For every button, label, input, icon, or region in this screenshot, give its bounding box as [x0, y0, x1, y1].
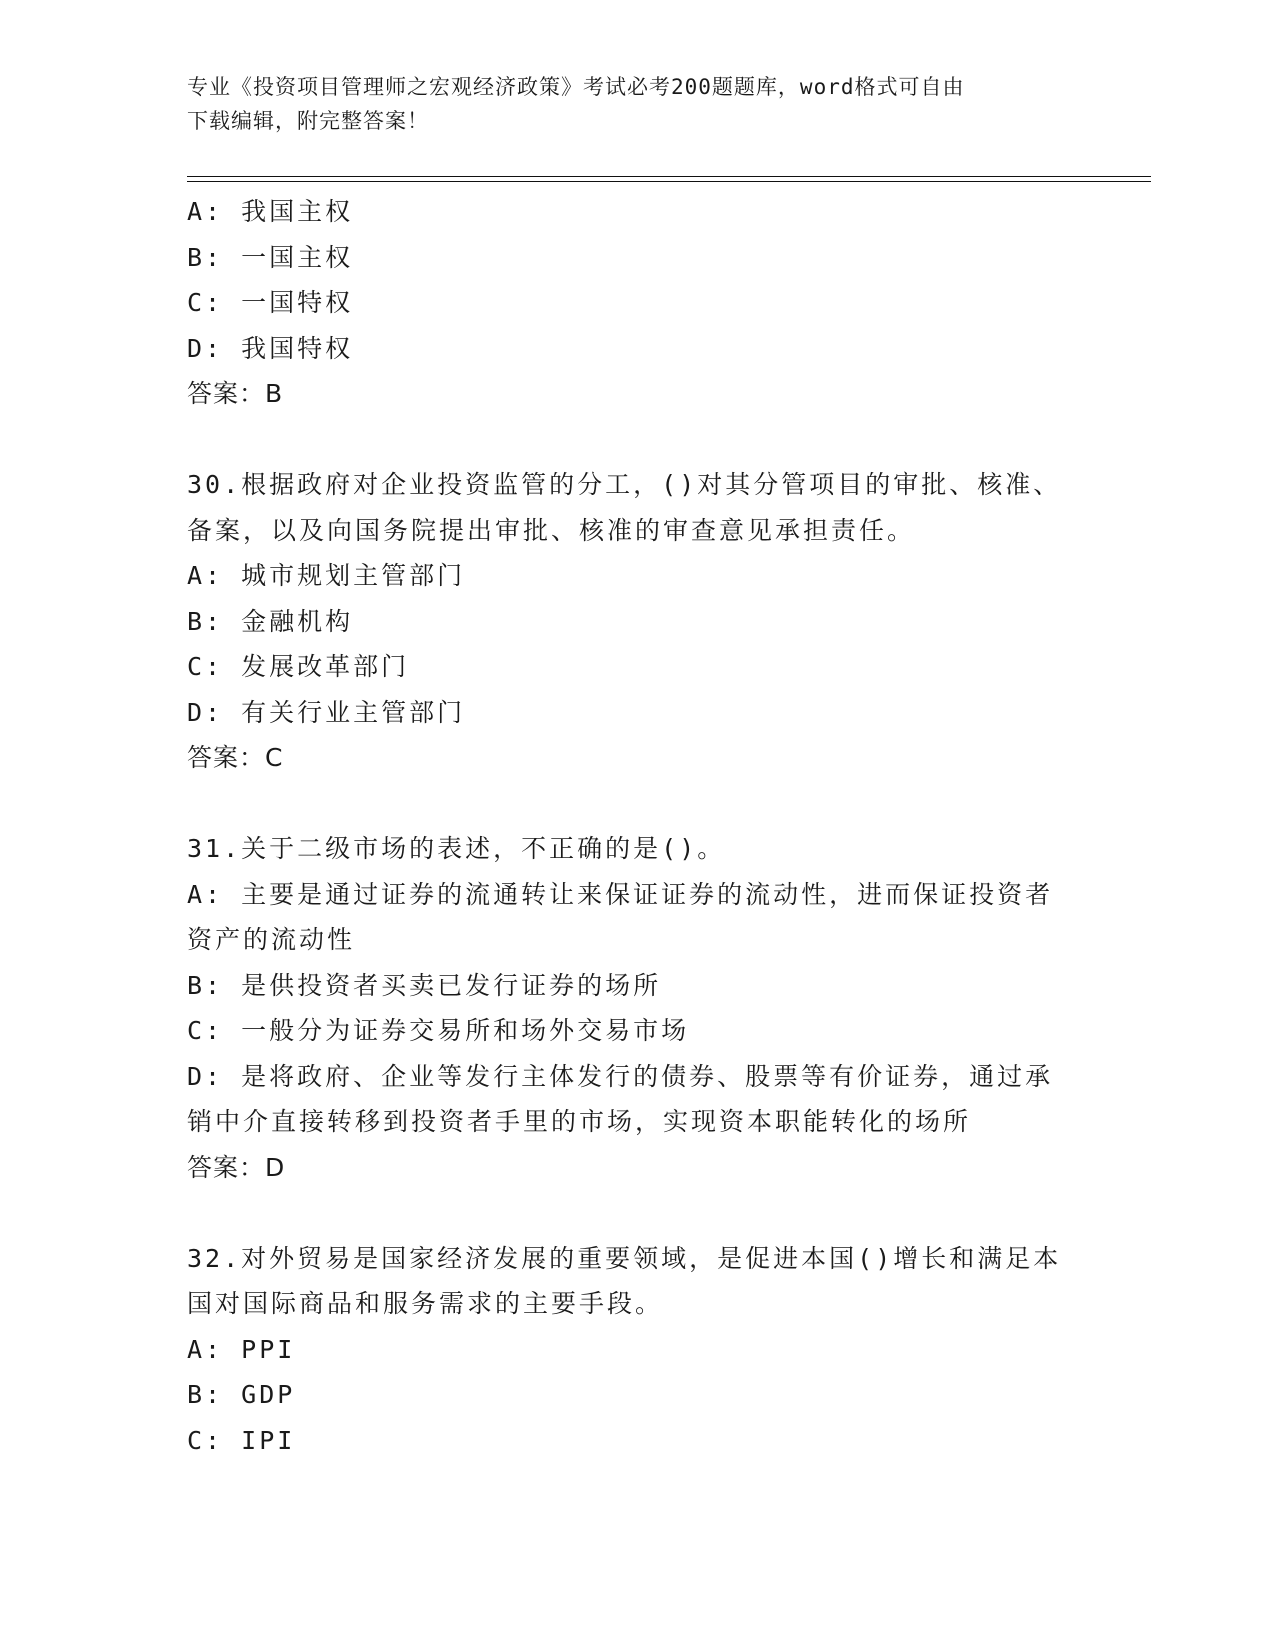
header-rule — [187, 176, 1151, 177]
option-line: D: 我国特权 — [187, 333, 354, 363]
header-rule — [187, 181, 1151, 182]
spacer — [187, 417, 1087, 463]
option-line: D: 有关行业主管部门 — [187, 697, 466, 727]
option-line: C: 发展改革部门 — [187, 652, 410, 681]
question-line: 国对国际商品和服务需求的主要手段。 — [187, 1289, 664, 1318]
option-line: B: 是供投资者买卖已发行证券的场所 — [187, 970, 662, 1000]
option-line: A: 主要是通过证券的流通转让来保证证券的流动性，进而保证投资者 — [187, 879, 1054, 909]
option-line: C: IPI — [187, 1425, 296, 1455]
question-line: 31.关于二级市场的表述，不正确的是()。 — [187, 834, 726, 863]
spacer — [187, 781, 1087, 827]
answer-line: 答案：C — [187, 743, 284, 772]
option-line: C: 一般分为证券交易所和场外交易市场 — [187, 1016, 690, 1045]
header-line: 专业《投资项目管理师之宏观经济政策》考试必考200题题库，word格式可自由 — [187, 75, 965, 99]
answer-line: 答案：B — [187, 379, 284, 408]
option-line: A: 城市规划主管部门 — [187, 561, 466, 590]
option-line: B: 金融机构 — [187, 606, 354, 636]
answer-line: 答案：D — [187, 1152, 286, 1182]
option-line: 资产的流动性 — [187, 925, 356, 954]
question-line: 30.根据政府对企业投资监管的分工，()对其分管项目的审批、核准、 — [187, 470, 1062, 499]
document-header — [187, 70, 1067, 138]
option-line: 销中介直接转移到投资者手里的市场，实现资本职能转化的场所 — [187, 1107, 972, 1136]
option-line: C: 一国特权 — [187, 288, 354, 317]
option-line: A: 我国主权 — [187, 197, 354, 226]
question-list — [187, 189, 1087, 1463]
option-line: B: 一国主权 — [187, 242, 354, 272]
spacer — [187, 1190, 1087, 1236]
question-line: 备案，以及向国务院提出审批、核准的审查意见承担责任。 — [187, 515, 916, 545]
option-line: B: GDP — [187, 1380, 296, 1409]
option-line: D: 是将政府、企业等发行主体发行的债券、股票等有价证券，通过承 — [187, 1061, 1054, 1091]
question-line: 32.对外贸易是国家经济发展的重要领域，是促进本国()增长和满足本 — [187, 1243, 1062, 1273]
header-line: 下载编辑，附完整答案！ — [187, 109, 429, 133]
option-line: A: PPI — [187, 1334, 296, 1364]
